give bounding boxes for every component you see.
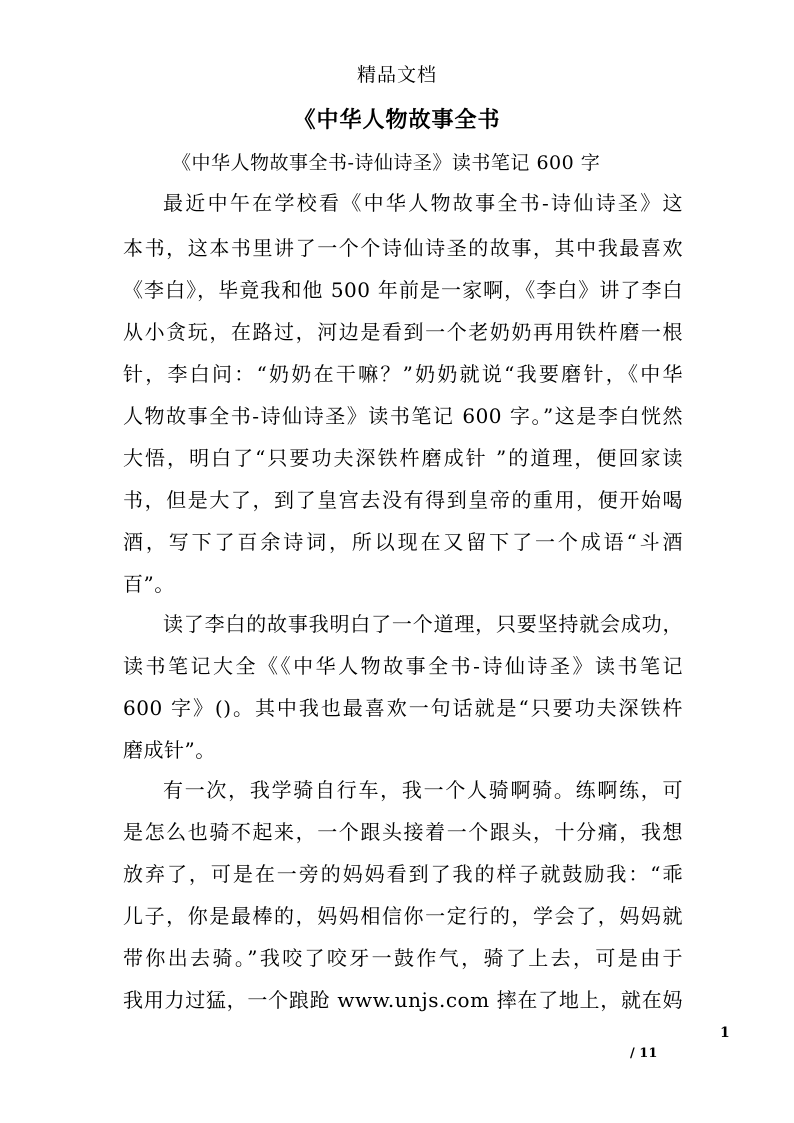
body-line: 读书笔记大全《《中华人物故事全书-诗仙诗圣》读书笔记	[123, 654, 683, 678]
body-line: 放弃了，可是在一旁的妈妈看到了我的样子就鼓励我：“乖	[123, 862, 683, 886]
body-line: 儿子，你是最棒的，妈妈相信你一定行的，学会了，妈妈就	[123, 904, 683, 928]
page-number: 1	[720, 1025, 730, 1041]
document-title: 《中华人物故事全书	[293, 107, 501, 133]
body-line: 大悟，明白了“只要功夫深铁杵磨成针 ”的道理，便回家读	[123, 446, 683, 470]
document-subtitle: 《中华人物故事全书-诗仙诗圣》读书笔记 600 字	[172, 152, 601, 174]
body-line: 人物故事全书-诗仙诗圣》读书笔记 600 字。”这是李白恍然	[123, 404, 683, 428]
body-line: 从小贪玩，在路过，河边是看到一个老奶奶再用铁杵磨一根	[123, 320, 683, 344]
body-line: 读了李白的故事我明白了一个道理，只要坚持就会成功，	[163, 612, 683, 636]
body-line: 百”。	[123, 572, 175, 596]
body-line: 有一次，我学骑自行车，我一个人骑啊骑。练啊练，可	[163, 778, 683, 802]
body-line: 针，李白问：“奶奶在干嘛？”奶奶就说“我要磨针，《中华	[123, 362, 683, 386]
body-line: 磨成针”。	[123, 738, 216, 762]
body-line: 是怎么也骑不起来，一个跟头接着一个跟头，十分痛，我想	[123, 820, 683, 844]
body-line: 酒，写下了百余诗词，所以现在又留下了一个成语“斗酒	[123, 530, 683, 554]
body-line: 本书，这本书里讲了一个个诗仙诗圣的故事，其中我最喜欢	[123, 236, 683, 260]
body-line: 《李白》，毕竟我和他 500 年前是一家啊，《李白》讲了李白	[123, 278, 683, 302]
body-line: 我用力过猛，一个踉跄 www.unjs.com 摔在了地上，就在妈	[123, 988, 683, 1012]
body-line: 书，但是大了，到了皇宫去没有得到皇帝的重用，便开始喝	[123, 488, 683, 512]
body-line: 最近中午在学校看《中华人物故事全书-诗仙诗圣》这	[163, 191, 683, 215]
body-line: 600 字》()。其中我也最喜欢一句话就是“只要功夫深铁杵	[123, 696, 683, 720]
header-label: 精品文档	[356, 64, 437, 86]
page-total: / 11	[630, 1046, 658, 1061]
body-line: 带你出去骑。”我咬了咬牙一鼓作气，骑了上去，可是由于	[123, 946, 683, 970]
